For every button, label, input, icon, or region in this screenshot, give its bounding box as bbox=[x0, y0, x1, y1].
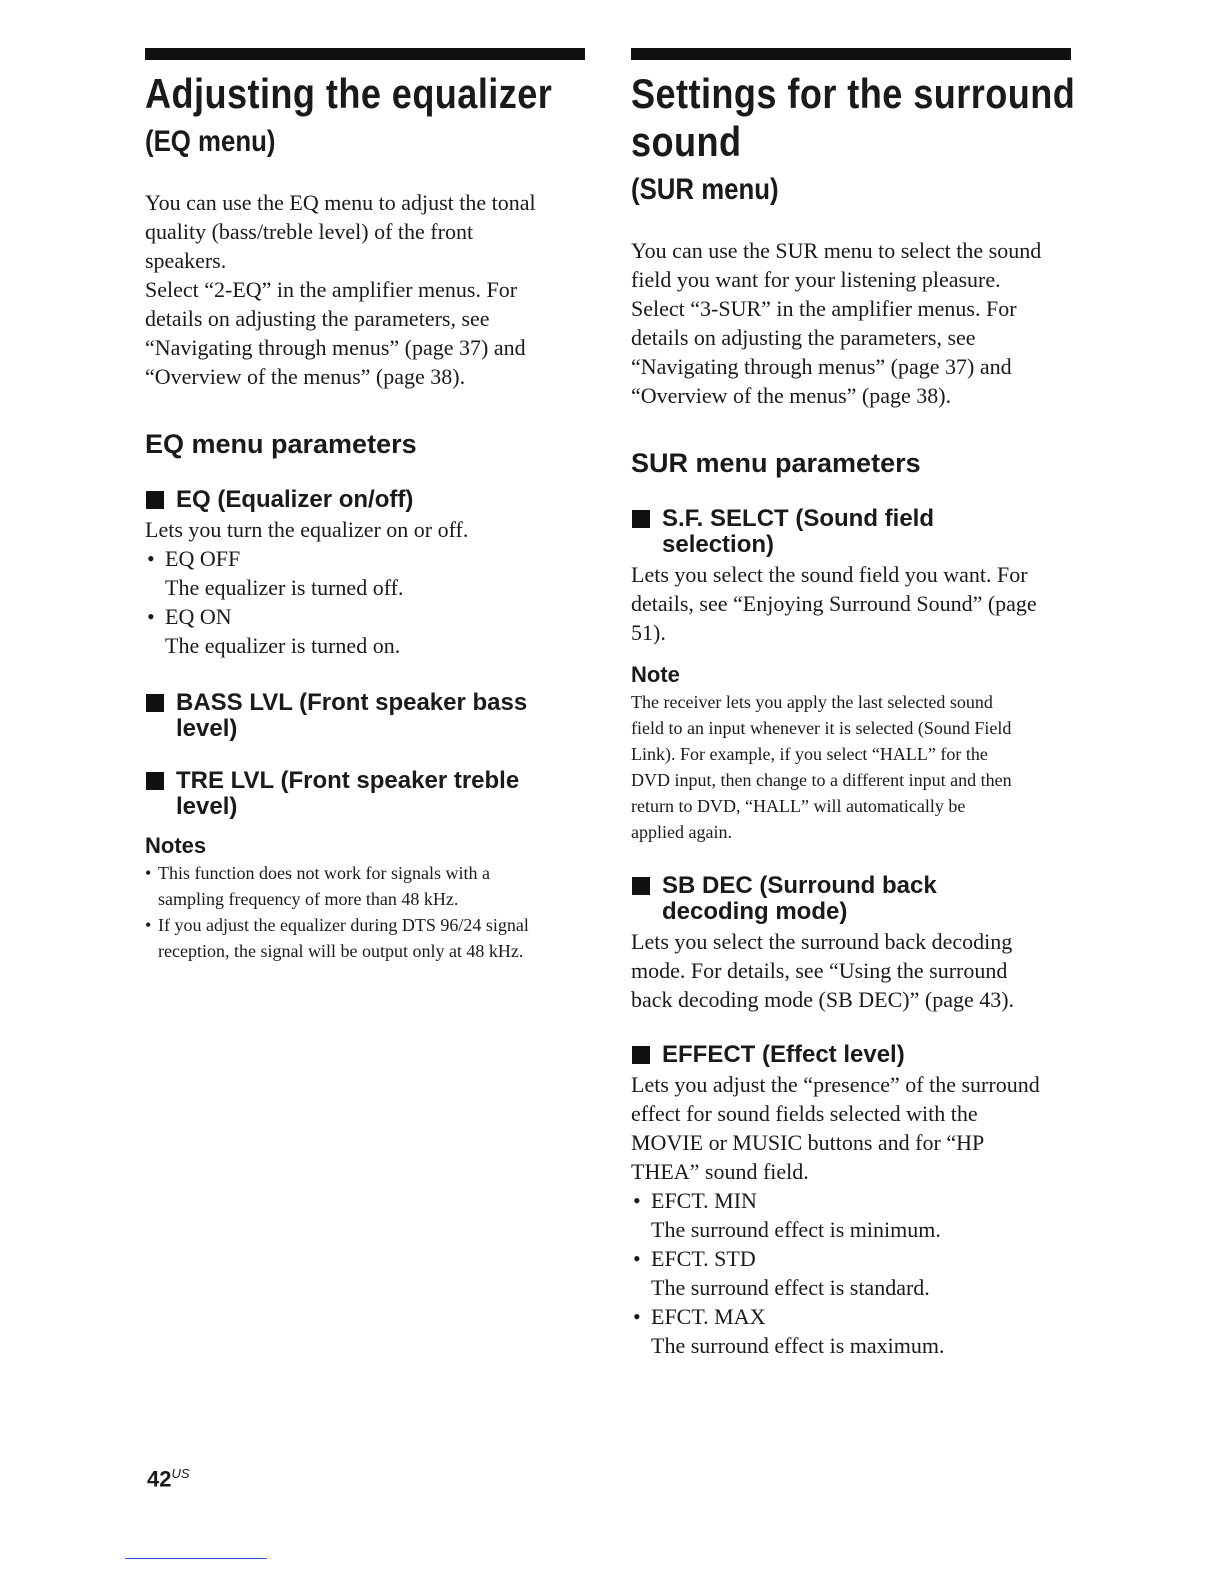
heading-rule bbox=[145, 48, 585, 60]
bullet-dot-icon: • bbox=[633, 1304, 641, 1329]
list-item: • EQ OFF bbox=[147, 546, 241, 571]
square-bullet-icon bbox=[146, 491, 164, 509]
list-item: • EFCT. MAX bbox=[633, 1304, 766, 1329]
sb-dec-description: Lets you select the surround back decoding mode. For details, see “Using the surround back decoding mode (SB DEC)” (page 43). bbox=[631, 929, 1015, 1012]
list-item: • EFCT. STD bbox=[633, 1246, 756, 1271]
bullet-dot-icon: • bbox=[145, 915, 152, 935]
sf-select-param-heading: S.F. SELCT (Sound field selection) bbox=[631, 506, 1071, 558]
sur-parameters-heading: SUR menu parameters bbox=[631, 448, 921, 478]
note-item: • This function does not work for signals with a sampling frequency of more than 48 kHz. bbox=[145, 860, 585, 912]
page-title-equalizer: Adjusting the equalizer bbox=[145, 70, 553, 117]
sound-field-link-note: The receiver lets you apply the last selected sound field to an input whenever it is selected (Sound Field Link). For example, if you select “HALL” for the DVD input, then change to a different input and then return to DVD, “HALL” will automatically be applied again. bbox=[631, 692, 1012, 842]
effect-param-heading: EFFECT (Effect level) bbox=[631, 1042, 1071, 1068]
list-item-description: The surround effect is maximum. bbox=[651, 1333, 945, 1358]
sb-dec-param-heading: SB DEC (Surround back decoding mode) bbox=[631, 873, 1071, 925]
bass-level-param-heading: BASS LVL (Front speaker bass level) bbox=[145, 690, 585, 742]
square-bullet-icon bbox=[632, 877, 650, 895]
list-item-description: The surround effect is standard. bbox=[651, 1275, 930, 1300]
note-item: • If you adjust the equalizer during DTS 96/24 signal reception, the signal will be output only at 48 kHz. bbox=[145, 912, 585, 964]
effect-description: Lets you adjust the “presence” of the surround effect for sound fields selected with the MOVIE or MUSIC buttons and for “HP THEA” sound field. bbox=[631, 1072, 1040, 1184]
subtitle-eq-menu: (EQ menu) bbox=[145, 125, 276, 158]
heading-rule bbox=[631, 48, 1071, 60]
bullet-dot-icon: • bbox=[145, 863, 152, 883]
square-bullet-icon bbox=[146, 694, 164, 712]
list-item: • EQ ON bbox=[147, 604, 232, 629]
list-item-description: The equalizer is turned off. bbox=[165, 575, 404, 600]
bullet-dot-icon: • bbox=[147, 546, 155, 571]
page-number: $42^{US}$ bbox=[147, 1466, 190, 1492]
eq-param-description: Lets you turn the equalizer on or off. bbox=[145, 517, 469, 542]
sf-select-description: Lets you select the sound field you want. For details, see “Enjoying Surround Sound” (page 51). bbox=[631, 562, 1037, 645]
footer-divider bbox=[125, 1558, 267, 1559]
subtitle-sur-menu: (SUR menu) bbox=[631, 173, 779, 206]
region-code: US bbox=[171, 1466, 190, 1481]
page-title-surround: Settings for the surround sound bbox=[631, 70, 1076, 165]
square-bullet-icon bbox=[632, 1046, 650, 1064]
list-item-description: The equalizer is turned on. bbox=[165, 633, 401, 658]
bullet-dot-icon: • bbox=[147, 604, 155, 629]
treble-level-param-heading: TRE LVL (Front speaker treble level) bbox=[145, 768, 585, 820]
list-item: • EFCT. MIN bbox=[633, 1188, 757, 1213]
eq-parameters-heading: EQ menu parameters bbox=[145, 429, 417, 459]
bullet-dot-icon: • bbox=[633, 1246, 641, 1271]
right-column bbox=[631, 48, 1076, 1360]
square-bullet-icon bbox=[632, 510, 650, 528]
square-bullet-icon bbox=[146, 772, 164, 790]
notes-heading: Notes bbox=[145, 833, 207, 858]
sur-intro-paragraph: You can use the SUR menu to select the sound field you want for your listening pleasure. Select “3-SUR” in the amplifier menus. For details on adjusting the parameters, see “Navigating through menus” (page 37) and “Overview of the menus” (page 38). bbox=[631, 238, 1042, 408]
bullet-dot-icon: • bbox=[633, 1188, 641, 1213]
note-heading: Note bbox=[631, 662, 680, 687]
eq-param-heading: EQ (Equalizer on/off) bbox=[145, 487, 585, 513]
left-column bbox=[145, 48, 585, 964]
list-item-description: The surround effect is minimum. bbox=[651, 1217, 941, 1242]
eq-intro-paragraph: You can use the EQ menu to adjust the tonal quality (bass/treble level) of the front speakers. Select “2-EQ” in the amplifier menus. For details on adjusting the parameters, see “Navigating through menus” (page 37) and “Overview of the menus” (page 38). bbox=[145, 190, 536, 389]
